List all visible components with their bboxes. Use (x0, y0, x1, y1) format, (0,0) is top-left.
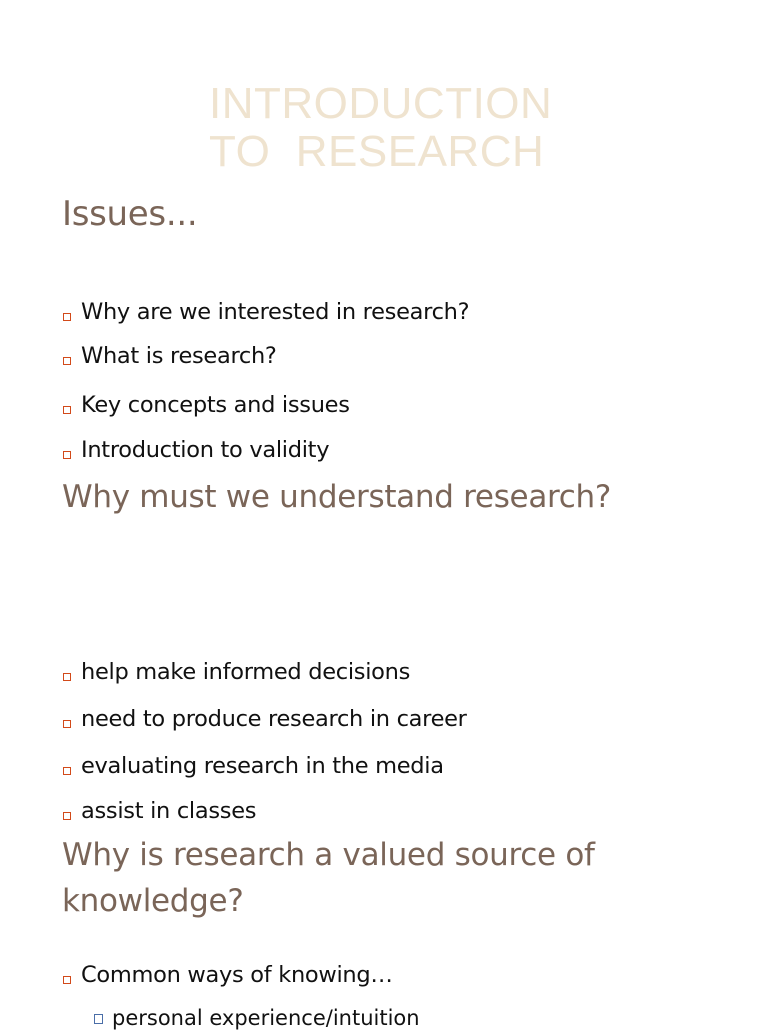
valued-source-list (62, 960, 393, 990)
list-item-text: evaluating research in the media (81, 753, 444, 779)
list-item (62, 435, 469, 465)
list-item-text: Why are we interested in research? (81, 299, 470, 325)
list-item-text: need to produce research in career (81, 706, 467, 732)
list-item-text: assist in classes (81, 798, 257, 824)
list-item (62, 390, 469, 435)
square-bullet-icon (63, 357, 71, 365)
sub-list-item (94, 1004, 420, 1032)
square-bullet-icon (63, 812, 71, 820)
title-line-1: INTRODUCTION (209, 79, 553, 128)
square-bullet-icon (63, 451, 71, 459)
sub-square-bullet-icon (94, 1014, 103, 1024)
list-item-text: What is research? (81, 343, 277, 369)
list-item-text: Key concepts and issues (81, 392, 350, 418)
issues-heading: Issues... (62, 194, 198, 234)
list-item (62, 751, 467, 796)
list-item-text: help make informed decisions (81, 659, 411, 685)
square-bullet-icon (63, 720, 71, 728)
list-item (62, 796, 467, 826)
list-item-text: Common ways of knowing… (81, 962, 393, 988)
square-bullet-icon (63, 976, 71, 984)
list-item (62, 704, 467, 751)
list-item (62, 297, 469, 341)
square-bullet-icon (63, 406, 71, 414)
list-item (62, 341, 469, 390)
square-bullet-icon (63, 313, 71, 321)
issues-list (62, 297, 469, 465)
sub-list-item-text: personal experience/intuition (112, 1006, 420, 1030)
why-understand-heading: Why must we understand research? (62, 479, 612, 515)
list-item-text: Introduction to validity (81, 437, 330, 463)
page-title (209, 80, 552, 176)
square-bullet-icon (63, 767, 71, 775)
valued-source-heading: Why is research a valued source of knowledge? (62, 837, 595, 919)
square-bullet-icon (63, 673, 71, 681)
list-item (62, 657, 467, 704)
title-line-2: TO RESEARCH (209, 127, 545, 176)
why-understand-list (62, 657, 467, 826)
list-item (62, 960, 393, 990)
